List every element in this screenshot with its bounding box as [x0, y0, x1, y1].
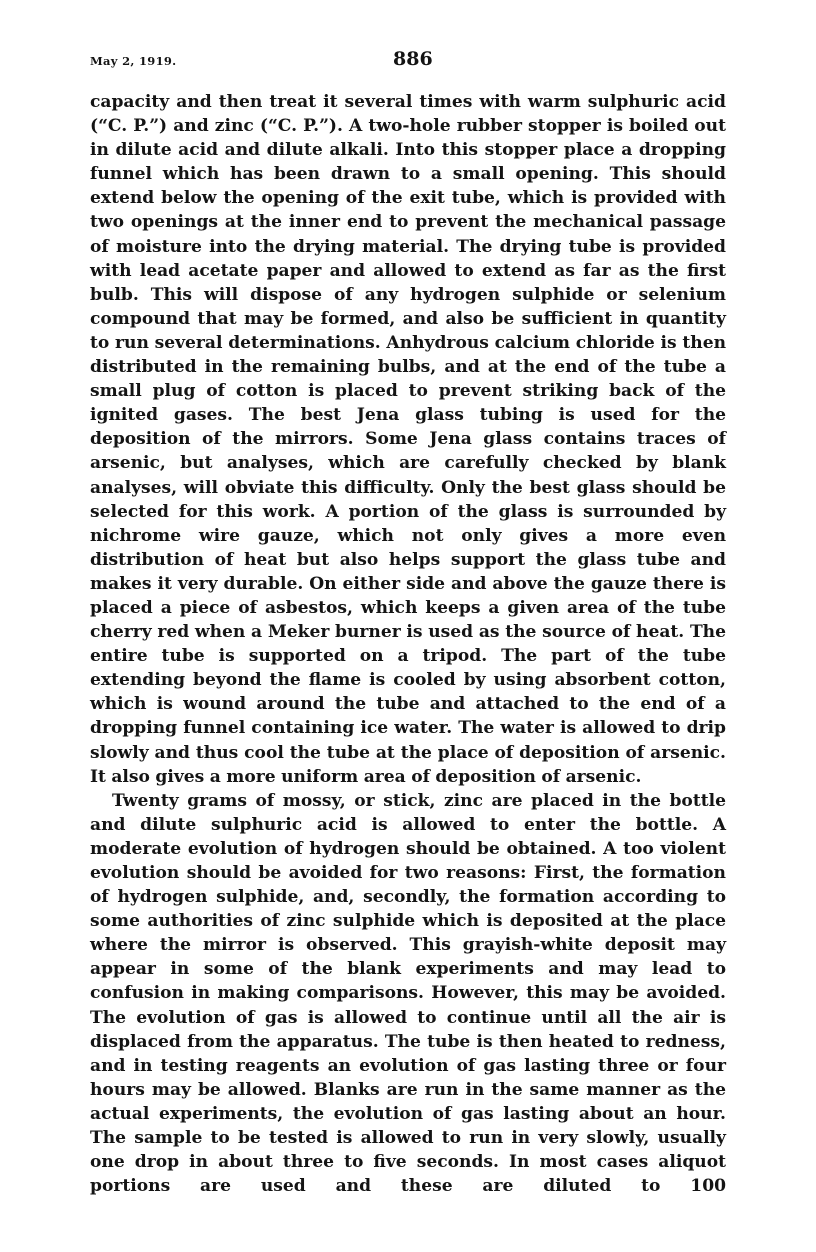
- document-page: [90, 48, 726, 1198]
- paragraph-procedure: Twenty grams of mossy, or stick, zinc are placed in the bottle and dilute sulphuric acid is allowed to enter the bottle. A moderate evolution of hydrogen should be obtained. A too violent evolution should be avoided for two reasons: First, the formation of hydrogen sulphide, and, secondly, the formation according to some authorities of zinc sulphide which is deposited at the place where the mirror is observed. This grayish-white deposit may appear in some of the blank experiments and may lead to confusion in making comparisons. However, this may be avoided. The evolution of gas is allowed to continue until all the air is displaced from the apparatus. The tube is then heated to redness, and in testing reagents an evolution of gas lasting three or four hours may be allowed. Blanks are run in the same manner as the actual experiments, the evolution of gas lasting about an hour. The sample to be tested is allowed to run in very slowly, usually one drop in about three to five seconds. In most cases aliquot portions are used and these are diluted to 100: [90, 790, 726, 1197]
- page-number: 886: [393, 48, 433, 70]
- header-date: May 2, 1919.: [90, 54, 177, 68]
- body-text: [90, 90, 726, 1198]
- running-header: [90, 48, 726, 76]
- paragraph-apparatus: capacity and then treat it several times with warm sulphuric acid (“C. P.”) and zinc (“C. P.”). A two-hole rubber stopper is boiled out in dilute acid and dilute alkali. Into this stopper place a dropping funnel which has been drawn to a small opening. This should extend below the opening of the exit tube, which is provided with two openings at the inner end to prevent the mechanical passage of moisture into the drying material. The drying tube is provided with lead acetate paper and allowed to extend as far as the first bulb. This will dispose of any hydrogen sulphide or selenium compound that may be formed, and also be sufficient in quantity to run several determinations. Anhydrous calcium chloride is then distributed in the remaining bulbs, and at the end of the tube a small plug of cotton is placed to prevent striking back of the ignited gases. The best Jena glass tubing is used for the deposition of the mirrors. Some Jena glass contains traces of arsenic, but analyses, which are carefully checked by blank analyses, will obviate this difficulty. Only the best glass should be selected for this work. A portion of the glass is surrounded by nichrome wire gauze, which not only gives a more even distribution of heat but also helps support the glass tube and makes it very durable. On either side and above the gauze there is placed a piece of asbestos, which keeps a given area of the tube cherry red when a Meker burner is used as the source of heat. The entire tube is supported on a tripod. The part of the tube extending beyond the flame is cooled by using absorbent cotton, which is wound around the tube and attached to the end of a dropping funnel containing ice water. The water is allowed to drip slowly and thus cool the tube at the place of deposition of arsenic. It also gives a more uniform area of deposition of arsenic.: [90, 92, 726, 787]
